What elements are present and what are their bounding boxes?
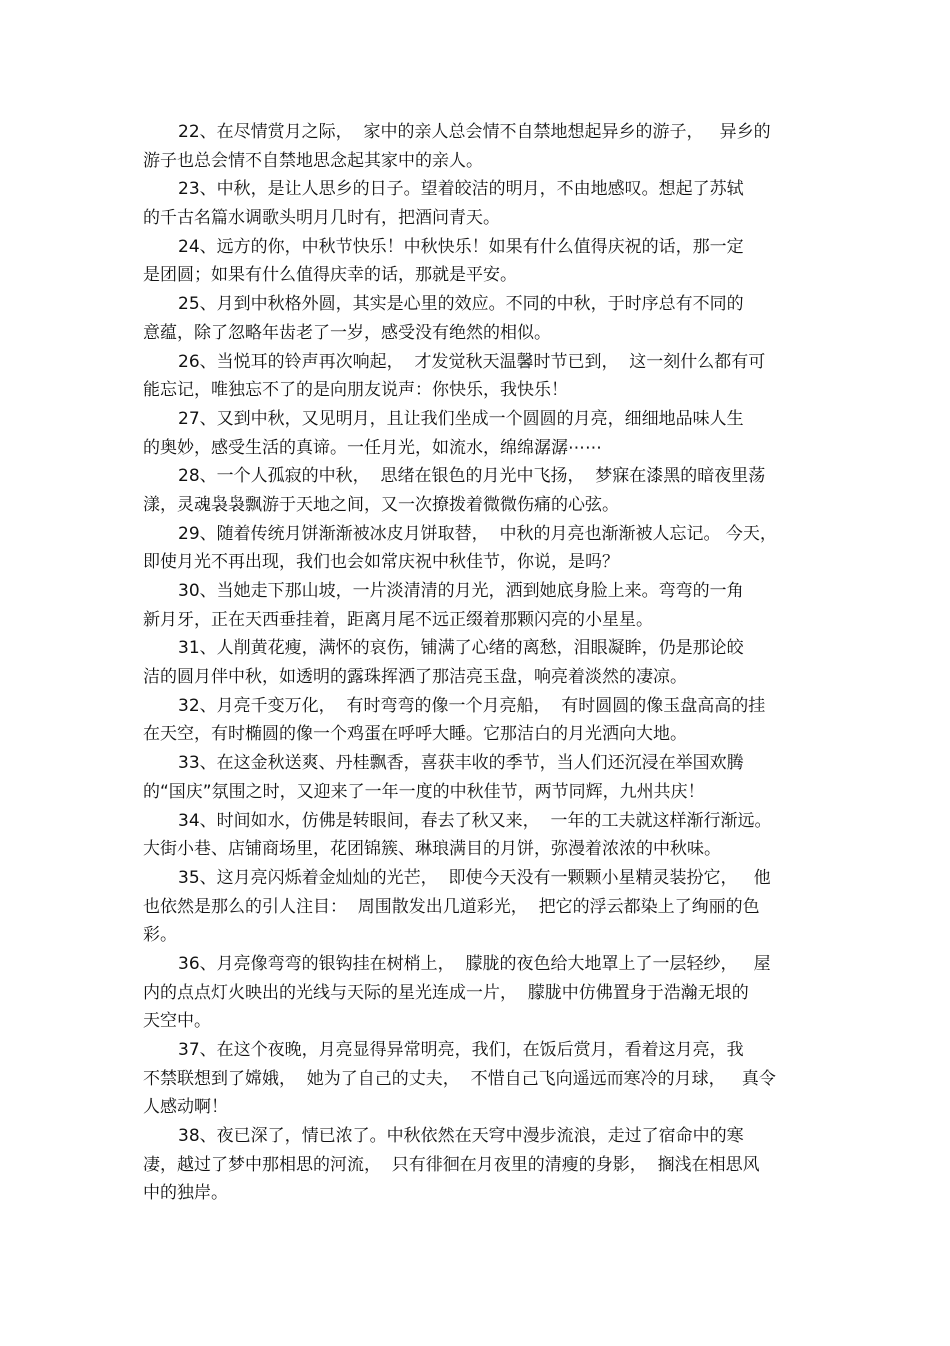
text-line: 漾，灵魂袅袅飘游于天地之间，又一次撩拨着微微伤痛的心弦。 bbox=[143, 494, 619, 515]
text-line: 能忘记，唯独忘不了的是向朋友说声：你快乐，我快乐！ bbox=[143, 380, 568, 401]
text-line: 洁的圆月伴中秋，如透明的露珠挥洒了那洁亮玉盘，响亮着淡然的凄凉。 bbox=[143, 667, 687, 688]
text-line: 的奥妙，感受生活的真谛。一任月光，如流水，绵绵潺潺⋯⋯ bbox=[143, 437, 602, 458]
text-line: 24、远方的你，中秋节快乐！中秋快乐！如果有什么值得庆祝的话，那一定 bbox=[178, 236, 744, 257]
text-line: 的千古名篇水调歌头明月几时有，把酒问青天。 bbox=[143, 208, 500, 229]
text-line: 内的点点灯火映出的光线与天际的星光连成一片， 朦胧中仿佛置身于浩瀚无垠的 bbox=[143, 982, 749, 1003]
paragraph-35 bbox=[143, 864, 808, 950]
paragraph-26 bbox=[143, 348, 808, 405]
text-line: 36、月亮像弯弯的银钩挂在树梢上， 朦胧的夜色给大地罩上了一层轻纱， 屋 bbox=[178, 953, 771, 974]
document-body bbox=[143, 118, 808, 1208]
text-line: 31、人削黄花瘦，满怀的哀伤，铺满了心绪的离愁，泪眼凝眸，仍是那论皎 bbox=[178, 638, 744, 659]
text-line: 28、一个人孤寂的中秋， 思绪在银色的月光中飞扬， 梦寐在漆黑的暗夜里荡 bbox=[178, 466, 766, 487]
paragraph-30 bbox=[143, 577, 808, 634]
paragraph-24 bbox=[143, 233, 808, 290]
text-line: 人感动啊！ bbox=[143, 1097, 228, 1118]
paragraph-25 bbox=[143, 290, 808, 347]
paragraph-28 bbox=[143, 462, 808, 519]
paragraph-32 bbox=[143, 692, 808, 749]
text-line: 38、夜已深了，情已浓了。中秋依然在天穹中漫步流浪，走过了宿命中的寒 bbox=[178, 1126, 744, 1147]
paragraph-34 bbox=[143, 807, 808, 864]
text-line: 26、当悦耳的铃声再次响起， 才发觉秋天温馨时节已到， 这一刻什么都有可 bbox=[178, 351, 766, 372]
paragraph-29 bbox=[143, 520, 808, 577]
text-line: 27、又到中秋，又见明月，且让我们坐成一个圆圆的月亮，细细地品味人生 bbox=[178, 408, 744, 429]
text-line: 30、当她走下那山坡，一片淡清清的月光，洒到她底身脸上来。弯弯的一角 bbox=[178, 581, 744, 601]
text-line: 凄，越过了梦中那相思的河流， 只有徘徊在月夜里的清瘦的身影， 搁浅在相思风 bbox=[143, 1154, 760, 1175]
text-line: 不禁联想到了嫦娥， 她为了自己的丈夫， 不惜自己飞向遥远而寒冷的月球， 真令 bbox=[143, 1068, 776, 1089]
paragraph-27 bbox=[143, 405, 808, 462]
text-line: 22、在尽情赏月之际， 家中的亲人总会情不自禁地想起异乡的游子， 异乡的 bbox=[178, 122, 771, 142]
paragraph-23 bbox=[143, 175, 808, 232]
paragraph-33 bbox=[143, 749, 808, 806]
text-line: 是团圆；如果有什么值得庆幸的话，那就是平安。 bbox=[143, 265, 517, 286]
text-line: 35、这月亮闪烁着金灿灿的光芒， 即使今天没有一颗颗小星精灵装扮它， 他 bbox=[178, 867, 771, 888]
text-line: 新月牙，正在天西垂挂着，距离月尾不远正缀着那颗闪亮的小星星。 bbox=[143, 609, 653, 630]
text-line: 23、中秋，是让人思乡的日子。望着皎洁的明月，不由地感叹。想起了苏轼 bbox=[178, 179, 744, 200]
paragraph-36 bbox=[143, 950, 808, 1036]
text-line: 25、月到中秋格外圆，其实是心里的效应。不同的中秋，于时序总有不同的 bbox=[178, 294, 744, 315]
text-line: 意蕴，除了忽略年齿老了一岁，感受没有绝然的相似。 bbox=[143, 322, 551, 343]
text-line: 33、在这金秋送爽、丹桂飘香，喜获丰收的季节，当人们还沉浸在举国欢腾 bbox=[178, 753, 744, 774]
text-line: 37、在这个夜晚，月亮显得异常明亮，我们，在饭后赏月，看着这月亮，我 bbox=[178, 1040, 744, 1060]
paragraph-22 bbox=[143, 118, 808, 175]
text-line: 即使月光不再出现，我们也会如常庆祝中秋佳节，你说，是吗？ bbox=[143, 552, 619, 573]
text-line: 34、时间如水，仿佛是转眼间，春去了秋又来， 一年的工夫就这样渐行渐远。 bbox=[178, 810, 772, 831]
text-line: 的“国庆”氛围之时，又迎来了一年一度的中秋佳节，两节同辉，九州共庆！ bbox=[143, 781, 705, 802]
text-line: 29、随着传统月饼渐渐被冰皮月饼取替， 中秋的月亮也渐渐被人忘记。 今天， bbox=[178, 523, 777, 544]
text-line: 游子也总会情不自禁地思念起其家中的亲人。 bbox=[143, 150, 483, 171]
text-line: 32、月亮千变万化， 有时弯弯的像一个月亮船， 有时圆圆的像玉盘高高的挂 bbox=[178, 695, 766, 716]
text-line: 大街小巷、店铺商场里，花团锦簇、琳琅满目的月饼，弥漫着浓浓的中秋味。 bbox=[143, 839, 721, 860]
text-line: 中的独岸。 bbox=[143, 1183, 228, 1204]
text-line: 也依然是那么的引人注目： 周围散发出几道彩光， 把它的浮云都染上了绚丽的色 bbox=[143, 896, 760, 917]
text-line: 在天空，有时椭圆的像一个鸡蛋在呼呼大睡。它那洁白的月光洒向大地。 bbox=[143, 724, 687, 745]
paragraph-37 bbox=[143, 1036, 808, 1122]
text-line: 彩。 bbox=[143, 925, 177, 946]
text-line: 天空中。 bbox=[143, 1011, 211, 1032]
paragraph-38 bbox=[143, 1122, 808, 1208]
paragraph-31 bbox=[143, 634, 808, 691]
